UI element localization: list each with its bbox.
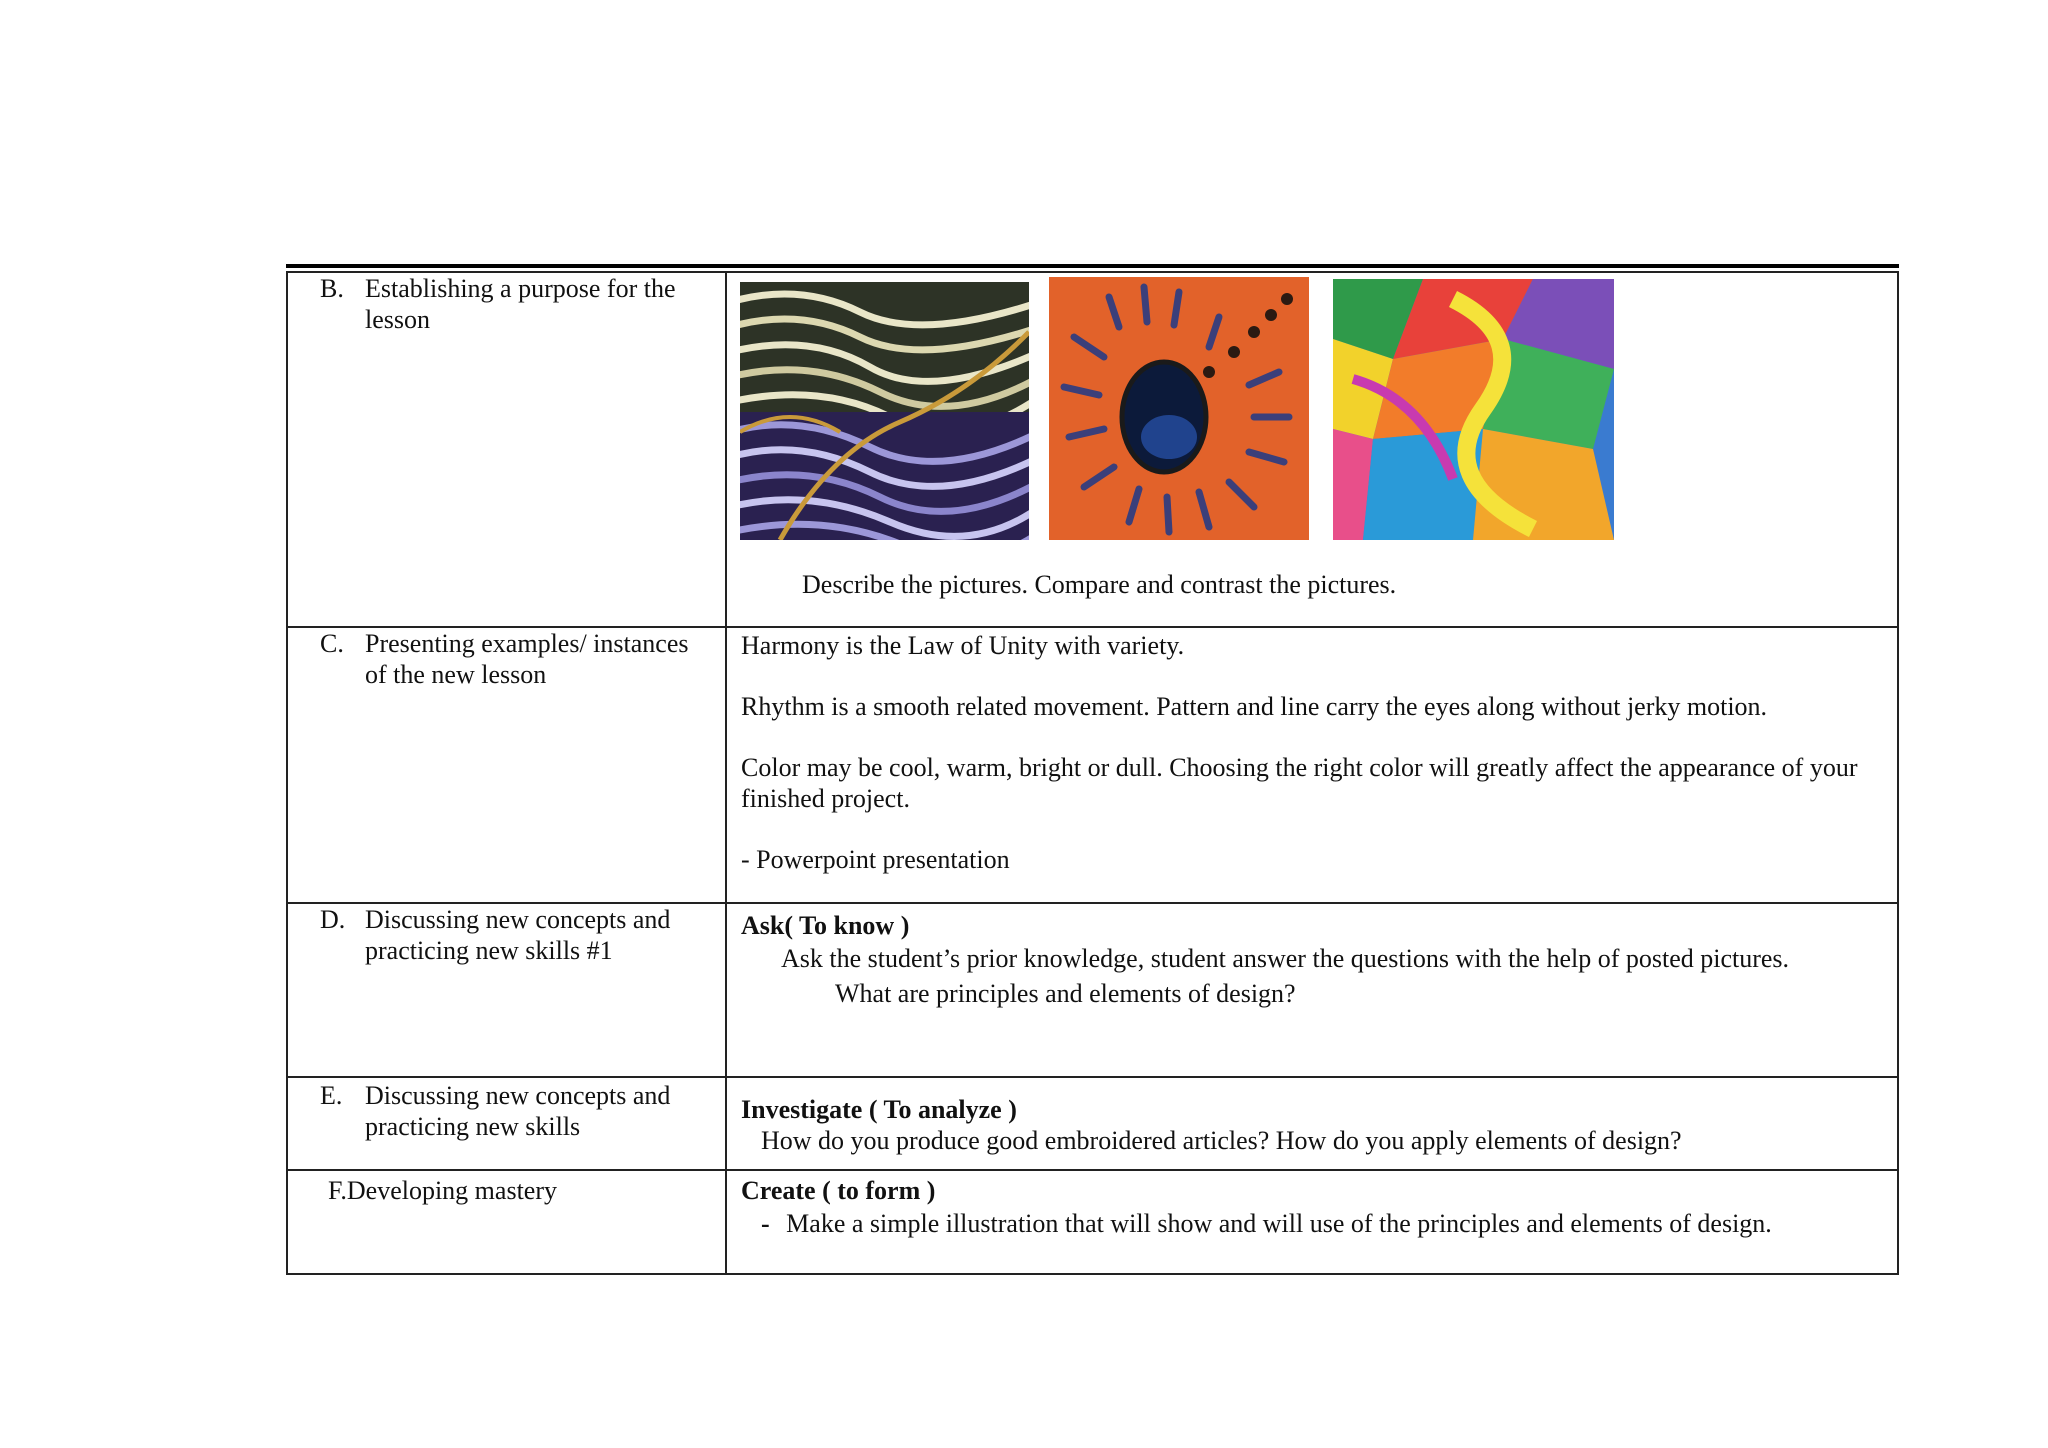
- row-b-label: Establishing a purpose for the lesson: [365, 274, 676, 334]
- row-d-content-cell: [726, 903, 1898, 1077]
- create-heading: Create ( to form ): [741, 1176, 936, 1205]
- row-d-label: Discussing new concepts and practicing new skills #1: [365, 905, 671, 965]
- harmony-text: Harmony is the Law of Unity with variety.: [741, 631, 1185, 660]
- pictures-caption: Describe the pictures. Compare and contrast the pictures.: [802, 570, 1397, 599]
- row-d-letter: D.: [320, 905, 346, 934]
- row-b-letter: B.: [320, 274, 344, 303]
- ask-line-2: What are principles and elements of design?: [835, 979, 1296, 1008]
- rhythm-text: Rhythm is a smooth related movement. Pattern and line carry the eyes along without jerky motion.: [741, 692, 1768, 721]
- row-c-letter: C.: [320, 629, 344, 658]
- powerpoint-text: - Powerpoint presentation: [741, 845, 1010, 874]
- row-e-label-cell: [287, 1077, 726, 1170]
- row-c-content-cell: [726, 627, 1898, 903]
- row-e-content-cell: [726, 1077, 1898, 1170]
- orange-sun-mosaic-image: [1049, 277, 1309, 540]
- investigate-heading: Investigate ( To analyze ): [741, 1095, 1017, 1124]
- create-bullet: -: [761, 1209, 770, 1238]
- picture-strip: [727, 273, 1897, 543]
- table-row-e: [287, 1077, 1898, 1170]
- ask-line-1: Ask the student’s prior knowledge, student answer the questions with the help of posted pictures.: [781, 944, 1790, 973]
- abstract-line-art-image: [740, 282, 1029, 540]
- top-border-line: [286, 264, 1899, 268]
- row-f-label-cell: [287, 1170, 726, 1274]
- create-line-1: Make a simple illustration that will show and will use of the principles and elements of design.: [786, 1209, 1772, 1238]
- row-f-content-cell: [726, 1170, 1898, 1274]
- ask-heading: Ask( To know ): [741, 911, 910, 940]
- row-e-letter: E.: [320, 1081, 343, 1110]
- create-line: [741, 1208, 1883, 1239]
- table-row-f: [287, 1170, 1898, 1274]
- row-b-label-cell: [287, 272, 726, 627]
- table-row-d: [287, 903, 1898, 1077]
- investigate-line-1: How do you produce good embroidered articles? How do you apply elements of design?: [761, 1126, 1682, 1155]
- row-c-label-cell: [287, 627, 726, 903]
- color-text: Color may be cool, warm, bright or dull. Choosing the right color will greatly affect the appearance of your finished project.: [741, 753, 1858, 813]
- row-c-label: Presenting examples/ instances of the new lesson: [365, 629, 689, 689]
- row-d-label-cell: [287, 903, 726, 1077]
- table-row-c: [287, 627, 1898, 903]
- lesson-plan-table: [286, 271, 1899, 1275]
- row-f-label: F.Developing mastery: [328, 1176, 557, 1205]
- row-b-content-cell: [726, 272, 1898, 627]
- row-e-label: Discussing new concepts and practicing new skills: [365, 1081, 671, 1141]
- colorful-abstract-painting-image: [1333, 279, 1614, 540]
- table-row-b: [287, 272, 1898, 627]
